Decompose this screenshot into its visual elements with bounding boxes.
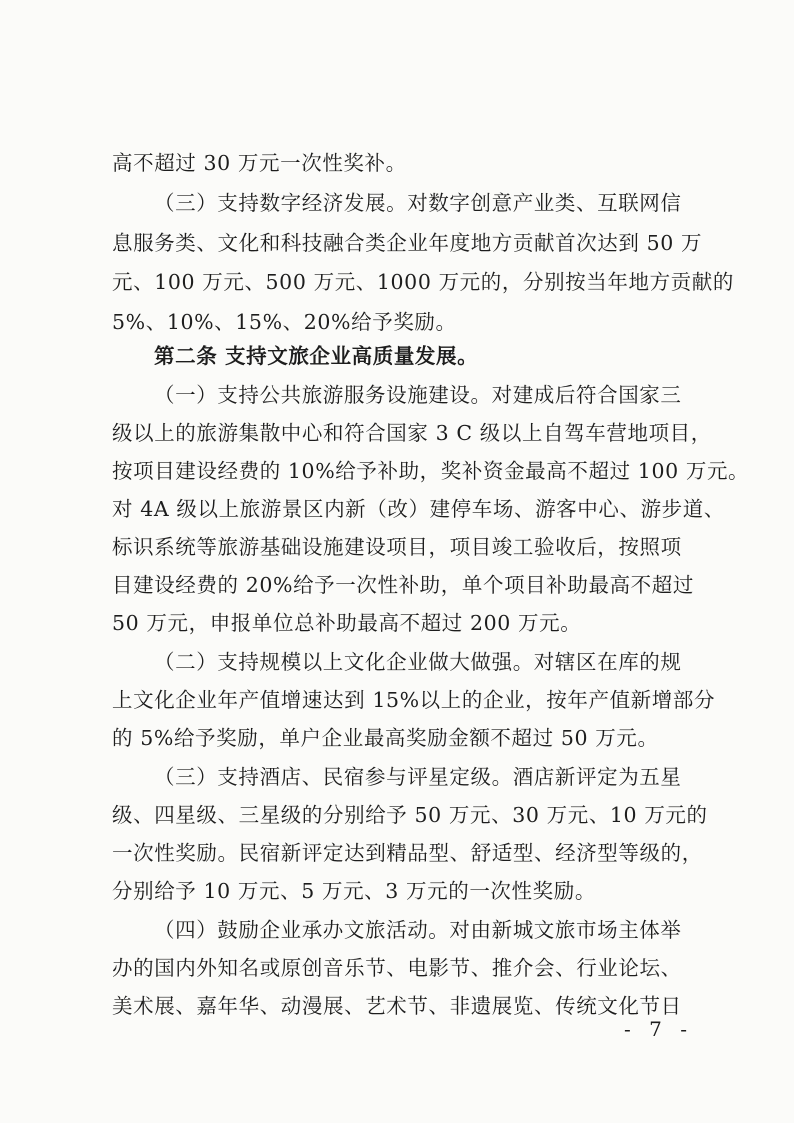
text-line: 对 4A 级以上旅游景区内新（改）建停车场、游客中心、游步道、 [112, 497, 725, 521]
text-line: 办的国内外知名或原创音乐节、电影节、推介会、行业论坛、 [112, 956, 682, 980]
text-line: 目建设经费的 20%给予一次性补助，单个项目补助最高不超过 [112, 573, 694, 597]
text-line: 的 5%给予奖励，单户企业最高奖励金额不超过 50 万元。 [112, 726, 659, 750]
text-line: 息服务类、文化和科技融合类企业年度地方贡献首次达到 50 万 [112, 231, 703, 255]
text-line: 级以上的旅游集散中心和符合国家 3 C 级以上自驾车营地项目， [112, 421, 712, 445]
page-number: - 7 - [624, 1017, 693, 1041]
text-line: 元、100 万元、500 万元、1000 万元的，分别按当年地方贡献的 [112, 270, 734, 294]
text-line: 一次性奖励。民宿新评定达到精品型、舒适型、经济型等级的， [112, 841, 703, 865]
text-line: 美术展、嘉年华、动漫展、艺术节、非遗展览、传统文化节日 [112, 994, 682, 1018]
text-line: 上文化企业年产值增速达到 15%以上的企业，按年产值新增部分 [112, 688, 716, 712]
text-line: （一）支持公共旅游服务设施建设。对建成后符合国家三 [154, 383, 682, 407]
text-line: （二）支持规模以上文化企业做大做强。对辖区在库的规 [154, 650, 682, 674]
text-line: 级、四星级、三星级的分别给予 50 万元、30 万元、10 万元的 [112, 803, 708, 827]
text-line: （三）支持酒店、民宿参与评星定级。酒店新评定为五星 [154, 765, 682, 789]
text-line: （三）支持数字经济发展。对数字创意产业类、互联网信 [154, 191, 682, 215]
text-line: 5%、10%、15%、20%给予奖励。 [112, 310, 457, 334]
text-line: 高不超过 30 万元一次性奖补。 [112, 151, 407, 175]
section-heading: 第二条 支持文旅企业高质量发展。 [154, 344, 479, 368]
text-line: 标识系统等旅游基础设施建设项目，项目竣工验收后，按照项 [112, 535, 682, 559]
text-line: 50 万元，申报单位总补助最高不超过 200 万元。 [112, 611, 582, 635]
text-line: 按项目建设经费的 10%给予补助，奖补资金最高不超过 100 万元。 [112, 459, 750, 483]
text-line: （四）鼓励企业承办文旅活动。对由新城文旅市场主体举 [154, 918, 682, 942]
text-line: 分别给予 10 万元、5 万元、3 万元的一次性奖励。 [112, 879, 596, 903]
